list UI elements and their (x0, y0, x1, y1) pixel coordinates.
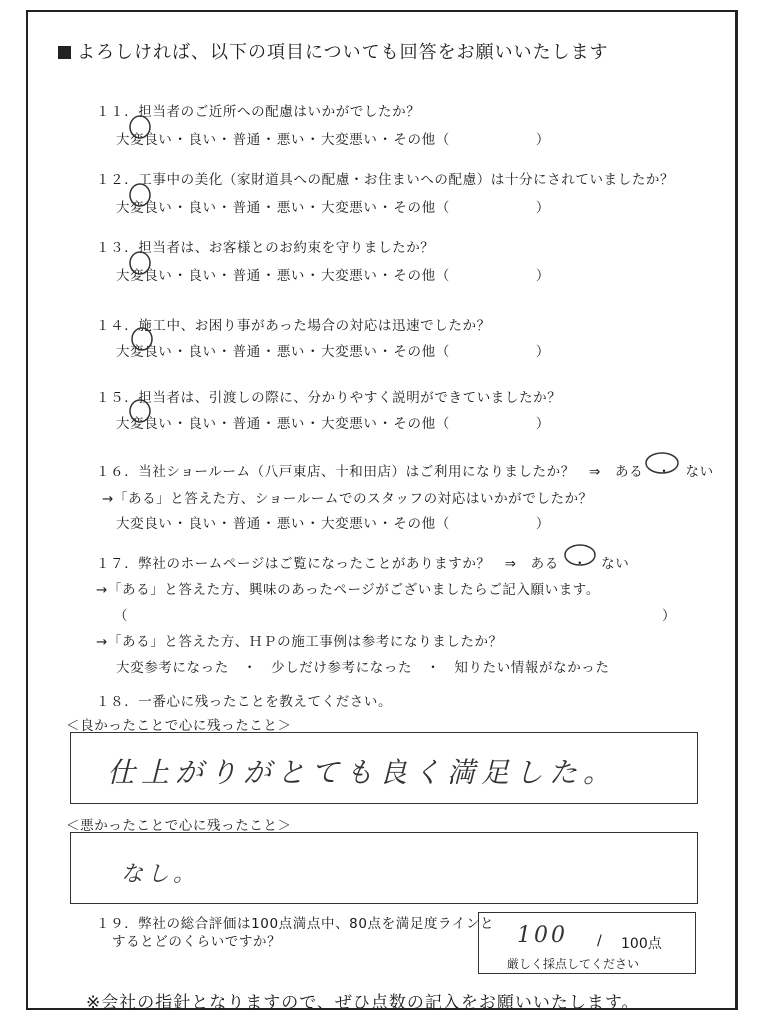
opt-bad[interactable]: 悪い (276, 132, 306, 148)
opt-other[interactable]: その他（ (393, 268, 450, 284)
circle-mark-q11 (130, 116, 150, 138)
rating-row-14: 大変良い・良い・普通・悪い・大変悪い・その他（ ） (116, 340, 550, 360)
score-note: 厳しく採点してください (507, 957, 640, 971)
question-17-sub2: →「ある」と答えた方、ＨＰの施工事例は参考になりましたか？ (96, 634, 503, 650)
opt-bad[interactable]: 悪い (276, 344, 306, 360)
score-slash: / (597, 933, 602, 949)
bad-memory-label: ＜悪かったことで心に残ったこと＞ (66, 818, 292, 834)
opt-average[interactable]: 普通 (232, 132, 261, 148)
opt-average[interactable]: 普通 (232, 344, 261, 360)
score-answer: 100 (517, 923, 568, 948)
opt-other[interactable]: その他（ (393, 200, 450, 216)
opt-average[interactable]: 普通 (232, 268, 261, 284)
circle-mark-q17-nai (565, 545, 595, 565)
section-header: よろしければ、以下の項目についても回答をお願いいたします (58, 38, 609, 64)
footer-note: ※会社の指針となりますので、ぜひ点数の記入をお願いいたします。 (86, 993, 640, 1013)
question-18: １８．一番心に残ったことを教えてください。 (96, 694, 393, 710)
opt-very-good[interactable]: 大変良い (116, 132, 173, 148)
opt-very-good[interactable]: 大変良い (116, 268, 173, 284)
opt-very-bad[interactable]: 大変悪い (321, 200, 378, 216)
opt-good[interactable]: 良い (188, 200, 217, 216)
good-memory-label: ＜良かったことで心に残ったこと＞ (66, 718, 292, 734)
paren-open: （ (114, 608, 129, 624)
opt-bad[interactable]: 悪い (276, 516, 306, 532)
good-memory-answer: 仕上がりがとても良く満足した。 (107, 756, 618, 789)
opt-average[interactable]: 普通 (232, 200, 261, 216)
question-16-sub: →「ある」と答えた方、ショールームでのスタッフの対応はいかがでしたか？ (102, 491, 593, 507)
circle-mark-q15 (130, 400, 150, 422)
opt-very-bad[interactable]: 大変悪い (321, 132, 378, 148)
opt-very-good[interactable]: 大変良い (116, 416, 173, 432)
opt-very-good[interactable]: 大変良い (116, 200, 173, 216)
opt-average[interactable]: 普通 (232, 416, 261, 432)
opt-good[interactable]: 良い (188, 268, 217, 284)
rating-row-16: 大変良い・良い・普通・悪い・大変悪い・その他（ ） (116, 512, 550, 532)
opt-good[interactable]: 良い (188, 132, 217, 148)
question-17-options[interactable]: 大変参考になった ・ 少しだけ参考になった ・ 知りたい情報がなかった (116, 660, 610, 676)
opt-very-bad[interactable]: 大変悪い (321, 344, 378, 360)
paren-close: ） (662, 608, 677, 624)
question-14: １４．施工中、お困り事があった場合の対応は迅速でしたか？ (96, 318, 491, 334)
question-13: １３．担当者は、お客様とのお約束を守りましたか？ (96, 240, 435, 256)
opt-good[interactable]: 良い (188, 416, 217, 432)
opt-good[interactable]: 良い (188, 344, 217, 360)
rating-row-15: 大変良い・良い・普通・悪い・大変悪い・その他（ ） (116, 412, 550, 432)
opt-other[interactable]: その他（ (393, 516, 450, 532)
rating-row-11: 大変良い・良い・普通・悪い・大変悪い・その他（ ） (116, 128, 550, 148)
opt-very-good[interactable]: 大変良い (116, 344, 173, 360)
opt-other[interactable]: その他（ (393, 344, 450, 360)
circle-mark-q14 (132, 328, 152, 350)
opt-very-bad[interactable]: 大変悪い (321, 268, 378, 284)
opt-very-bad[interactable]: 大変悪い (321, 516, 378, 532)
opt-bad[interactable]: 悪い (276, 268, 306, 284)
question-19-line1: １９．弊社の総合評価は100点満点中、80点を満足度ラインと (96, 916, 495, 932)
opt-bad[interactable]: 悪い (276, 416, 306, 432)
question-17-sub1: →「ある」と答えた方、興味のあったページがございましたらご記入願います。 (96, 582, 600, 598)
question-11: １１．担当者のご近所への配慮はいかがでしたか？ (96, 104, 421, 120)
opt-average[interactable]: 普通 (232, 516, 261, 532)
question-16: １６．当社ショールーム（八戸東店、十和田店）はご利用になりましたか？ ⇒ ある ・ ない (96, 464, 714, 480)
question-12: １２．工事中の美化（家財道具への配慮・お住まいへの配慮）は十分にされていましたか？ (96, 172, 675, 188)
question-17: １７．弊社のホームページはご覧になったことがありますか？ ⇒ ある ・ ない (96, 556, 630, 572)
opt-other[interactable]: その他（ (393, 132, 450, 148)
opt-bad[interactable]: 悪い (276, 200, 306, 216)
question-15: １５．担当者は、引渡しの際に、分かりやすく説明ができていましたか？ (96, 390, 562, 406)
rating-row-12: 大変良い・良い・普通・悪い・大変悪い・その他（ ） (116, 196, 550, 216)
opt-other[interactable]: その他（ (393, 416, 450, 432)
score-max: 100点 (621, 936, 662, 952)
opt-very-bad[interactable]: 大変悪い (321, 416, 378, 432)
question-19-line2: するとどのくらいですか？ (112, 934, 282, 950)
circle-mark-q13 (130, 252, 150, 274)
circle-mark-q12 (130, 184, 150, 206)
opt-good[interactable]: 良い (188, 516, 217, 532)
opt-very-good[interactable]: 大変良い (116, 516, 173, 532)
circle-mark-q16-nai (646, 453, 678, 473)
rating-row-13: 大変良い・良い・普通・悪い・大変悪い・その他（ ） (116, 264, 550, 284)
bad-memory-answer: なし。 (121, 862, 200, 887)
